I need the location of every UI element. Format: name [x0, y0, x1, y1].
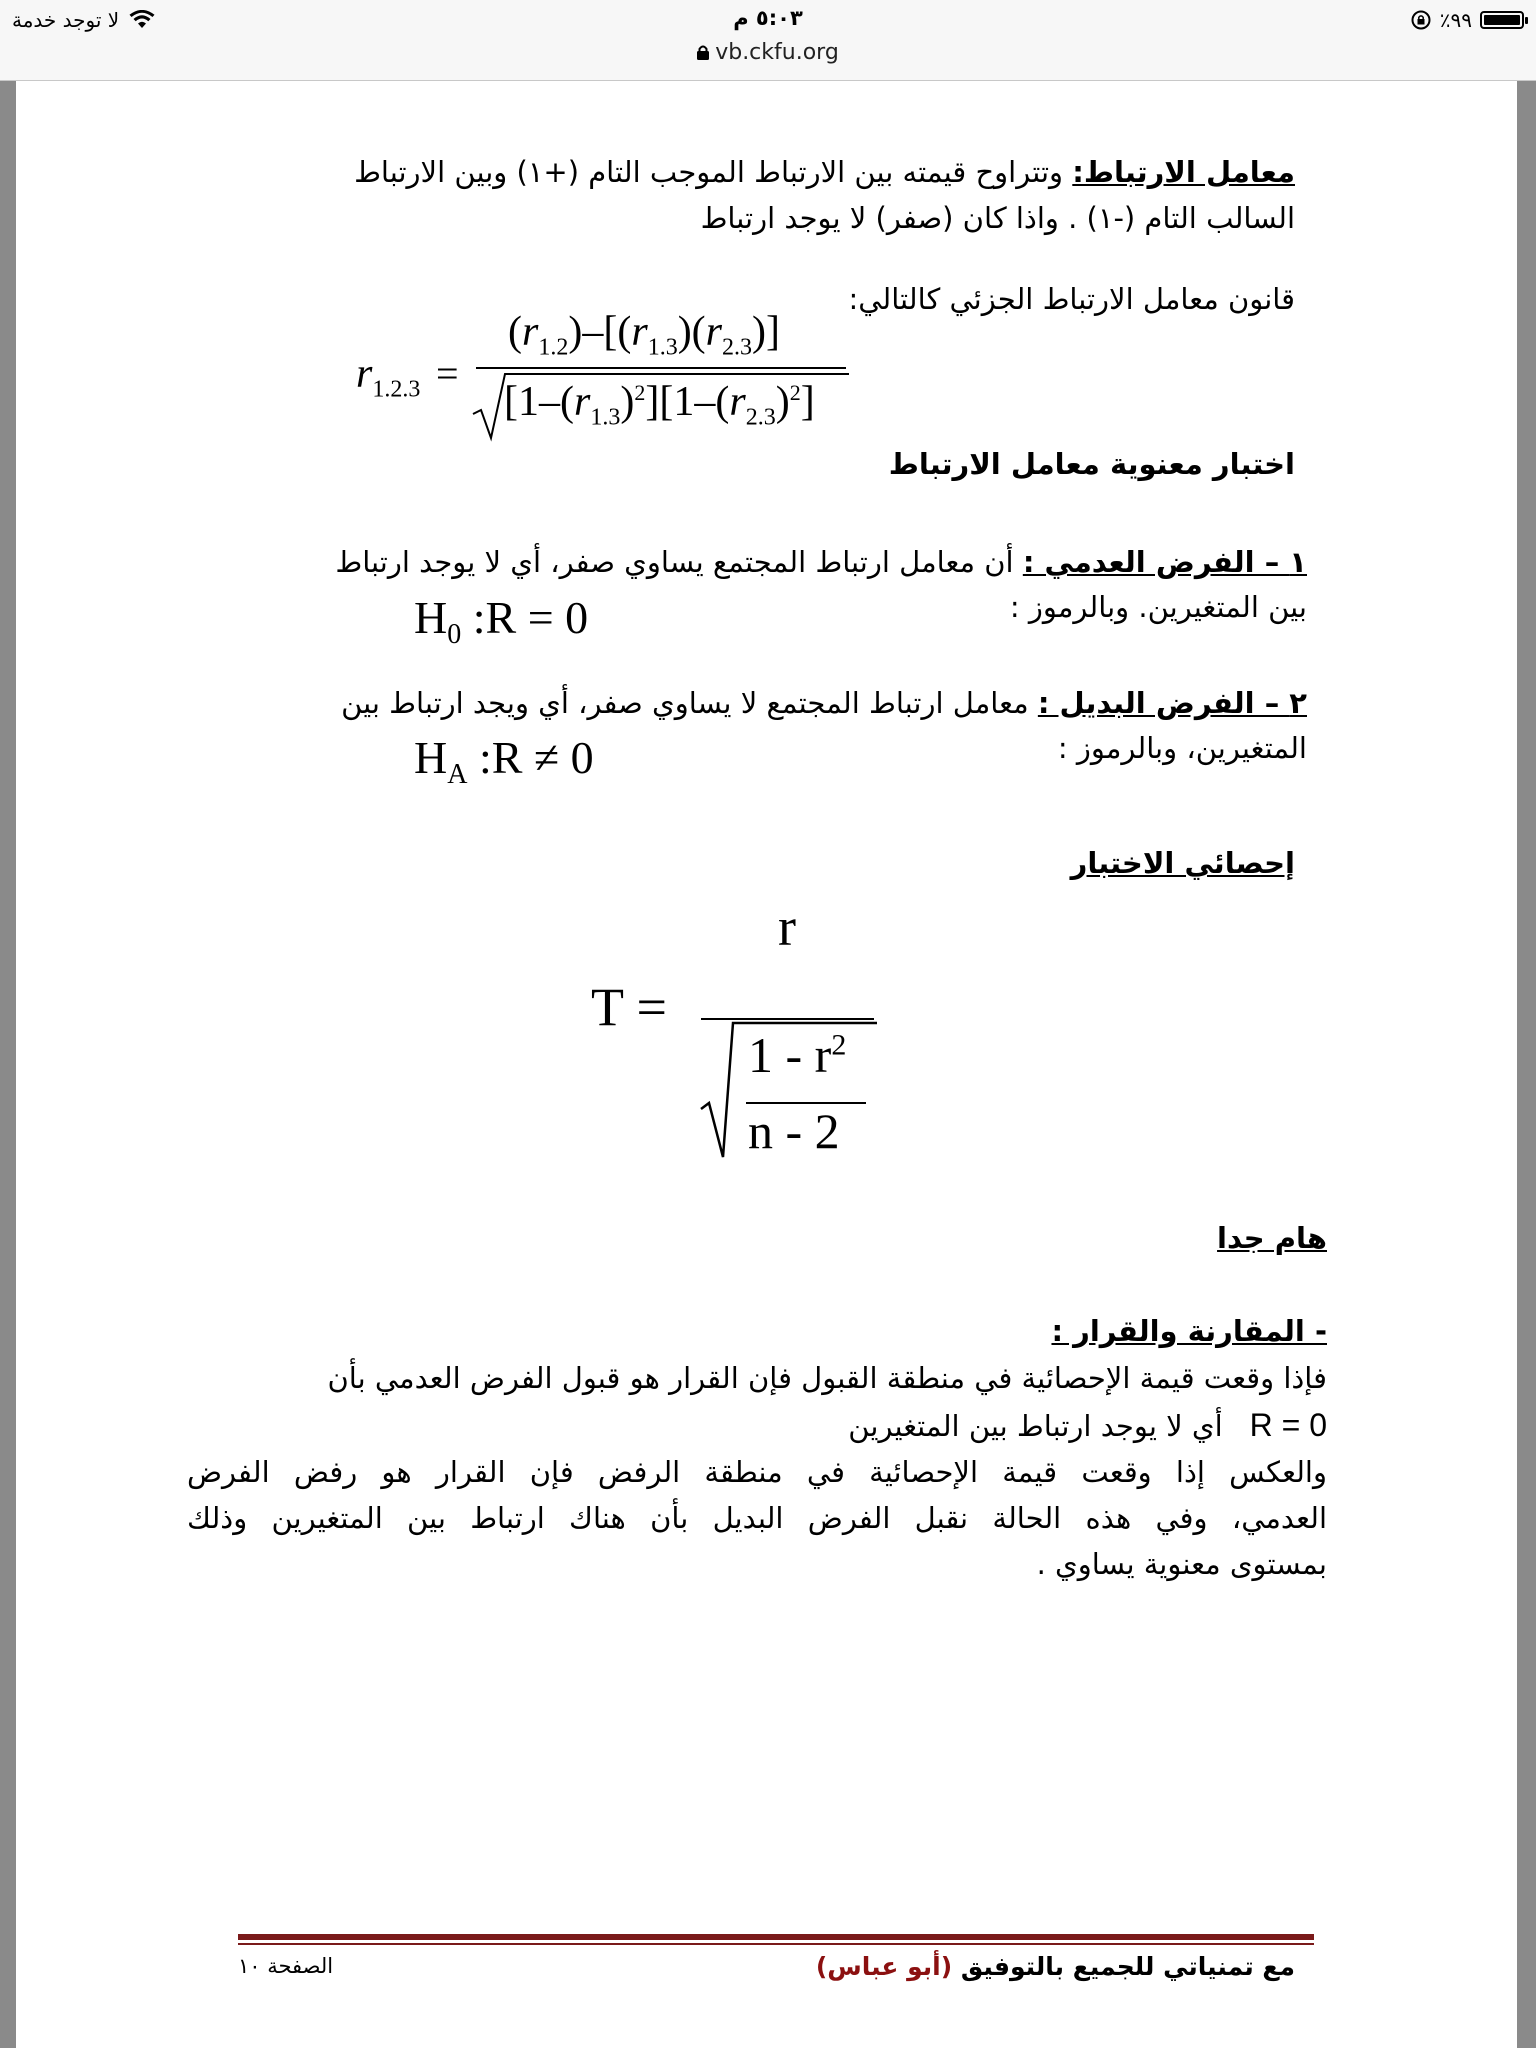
decision-line-5: بمستوى معنوية يساوي .	[1036, 1547, 1327, 1581]
footer-rule-thin	[238, 1943, 1314, 1945]
decision-line-3: والعكس إذا وقعت قيمة الإحصائية في منطقة الرفض فإن القرار هو رفض الفرض	[187, 1455, 1327, 1489]
h0-line-2: بين المتغيرين. وبالرموز :	[1009, 590, 1307, 624]
partial-denominator: $[1-(r_{1.3})^2][1-(r_{2.3})^2]$	[504, 379, 815, 431]
decision-line-2-text: أي لا يوجد ارتباط بين المتغيرين	[848, 1409, 1223, 1443]
document-page	[16, 81, 1517, 2048]
rotation-lock-icon	[1410, 9, 1432, 31]
battery-level-fill	[1484, 15, 1520, 25]
decision-line-1: فإذا وقعت قيمة الإحصائية في منطقة القبول فإن القرار هو قبول الفرض العدمي بأن	[327, 1361, 1327, 1395]
ha-line-2: المتغيرين، وبالرموز :	[1057, 731, 1307, 765]
decision-line-4: العدمي، وفي هذه الحالة نقبل الفرض البديل بأن هناك ارتباط بين المتغيرين وذلك	[187, 1501, 1327, 1535]
partial-numerator: $(r_{1.2})-[(r_{1.3})(r_{2.3})]$	[508, 309, 781, 361]
ha-formula: $H_A$ :R ≠ 0	[414, 732, 594, 791]
footer-author: (أبو عباس)	[815, 1952, 953, 1981]
t-numerator: r	[778, 897, 796, 957]
t-inner-denominator: n - 2	[748, 1103, 840, 1159]
equals-sign: =	[436, 351, 459, 396]
h0-text: أن معامل ارتباط المجتمع يساوي صفر، أي لا يوجد ارتباط	[335, 545, 1023, 579]
important-note: هام جدا	[1217, 1221, 1327, 1255]
footer-rule-thick	[238, 1934, 1314, 1940]
corr-line-1	[235, 150, 1295, 194]
partial-correlation-formula	[336, 306, 856, 441]
h0-label: ١ – الفرض العدمي :	[1022, 545, 1307, 579]
url-text: vb.ckfu.org	[715, 40, 839, 65]
battery-icon	[1480, 11, 1524, 29]
t-lhs: T =	[591, 977, 667, 1037]
page-number: الصفحة ١٠	[238, 1954, 334, 1978]
t-inner-numerator: $1 - r^2$	[748, 1027, 847, 1083]
ha-text: معامل ارتباط المجتمع لا يساوي صفر، أي ويجد ارتباط بين	[341, 686, 1038, 720]
status-right	[1410, 8, 1524, 32]
decision-heading: - المقارنة والقرار :	[1051, 1314, 1327, 1348]
carrier-label: لا توجد خدمة	[12, 8, 120, 32]
fraction-bar	[476, 367, 846, 369]
corr-line-2: السالب التام (-١) . واذا كان (صفر) لا يوجد ارتباط	[700, 201, 1295, 235]
ha-line-1	[187, 681, 1307, 725]
status-time: ٥:٠٣ م	[733, 6, 803, 30]
partial-law-text: قانون معامل الارتباط الجزئي كالتالي:	[848, 282, 1295, 316]
address-bar[interactable]	[0, 40, 1536, 65]
corr-line-1-text: وتتراوح قيمته بين الارتباط الموجب التام (+١) وبين الارتباط	[354, 155, 1073, 189]
test-stat-heading: إحصائي الاختبار	[1070, 846, 1295, 880]
significance-heading: اختبار معنوية معامل الارتباط	[888, 447, 1295, 481]
footer-wish	[495, 1949, 1295, 1985]
decision-formula: R = 0	[1249, 1407, 1327, 1443]
corr-heading: معامل الارتباط:	[1072, 155, 1295, 189]
h0-formula: $H_0$ :R = 0	[414, 592, 589, 651]
t-statistic-formula	[591, 876, 891, 1176]
footer-wish-text: مع تمنياتي للجميع بالتوفيق	[952, 1952, 1295, 1981]
decision-line-2	[167, 1403, 1327, 1448]
battery-percent: ٪٩٩	[1439, 8, 1472, 32]
partial-lhs: $r_{1.2.3}$	[356, 351, 421, 403]
ha-label: ٢ – الفرض البديل :	[1037, 686, 1307, 720]
status-bar	[0, 0, 1536, 81]
lock-icon	[697, 41, 709, 55]
h0-line-1	[187, 540, 1307, 584]
